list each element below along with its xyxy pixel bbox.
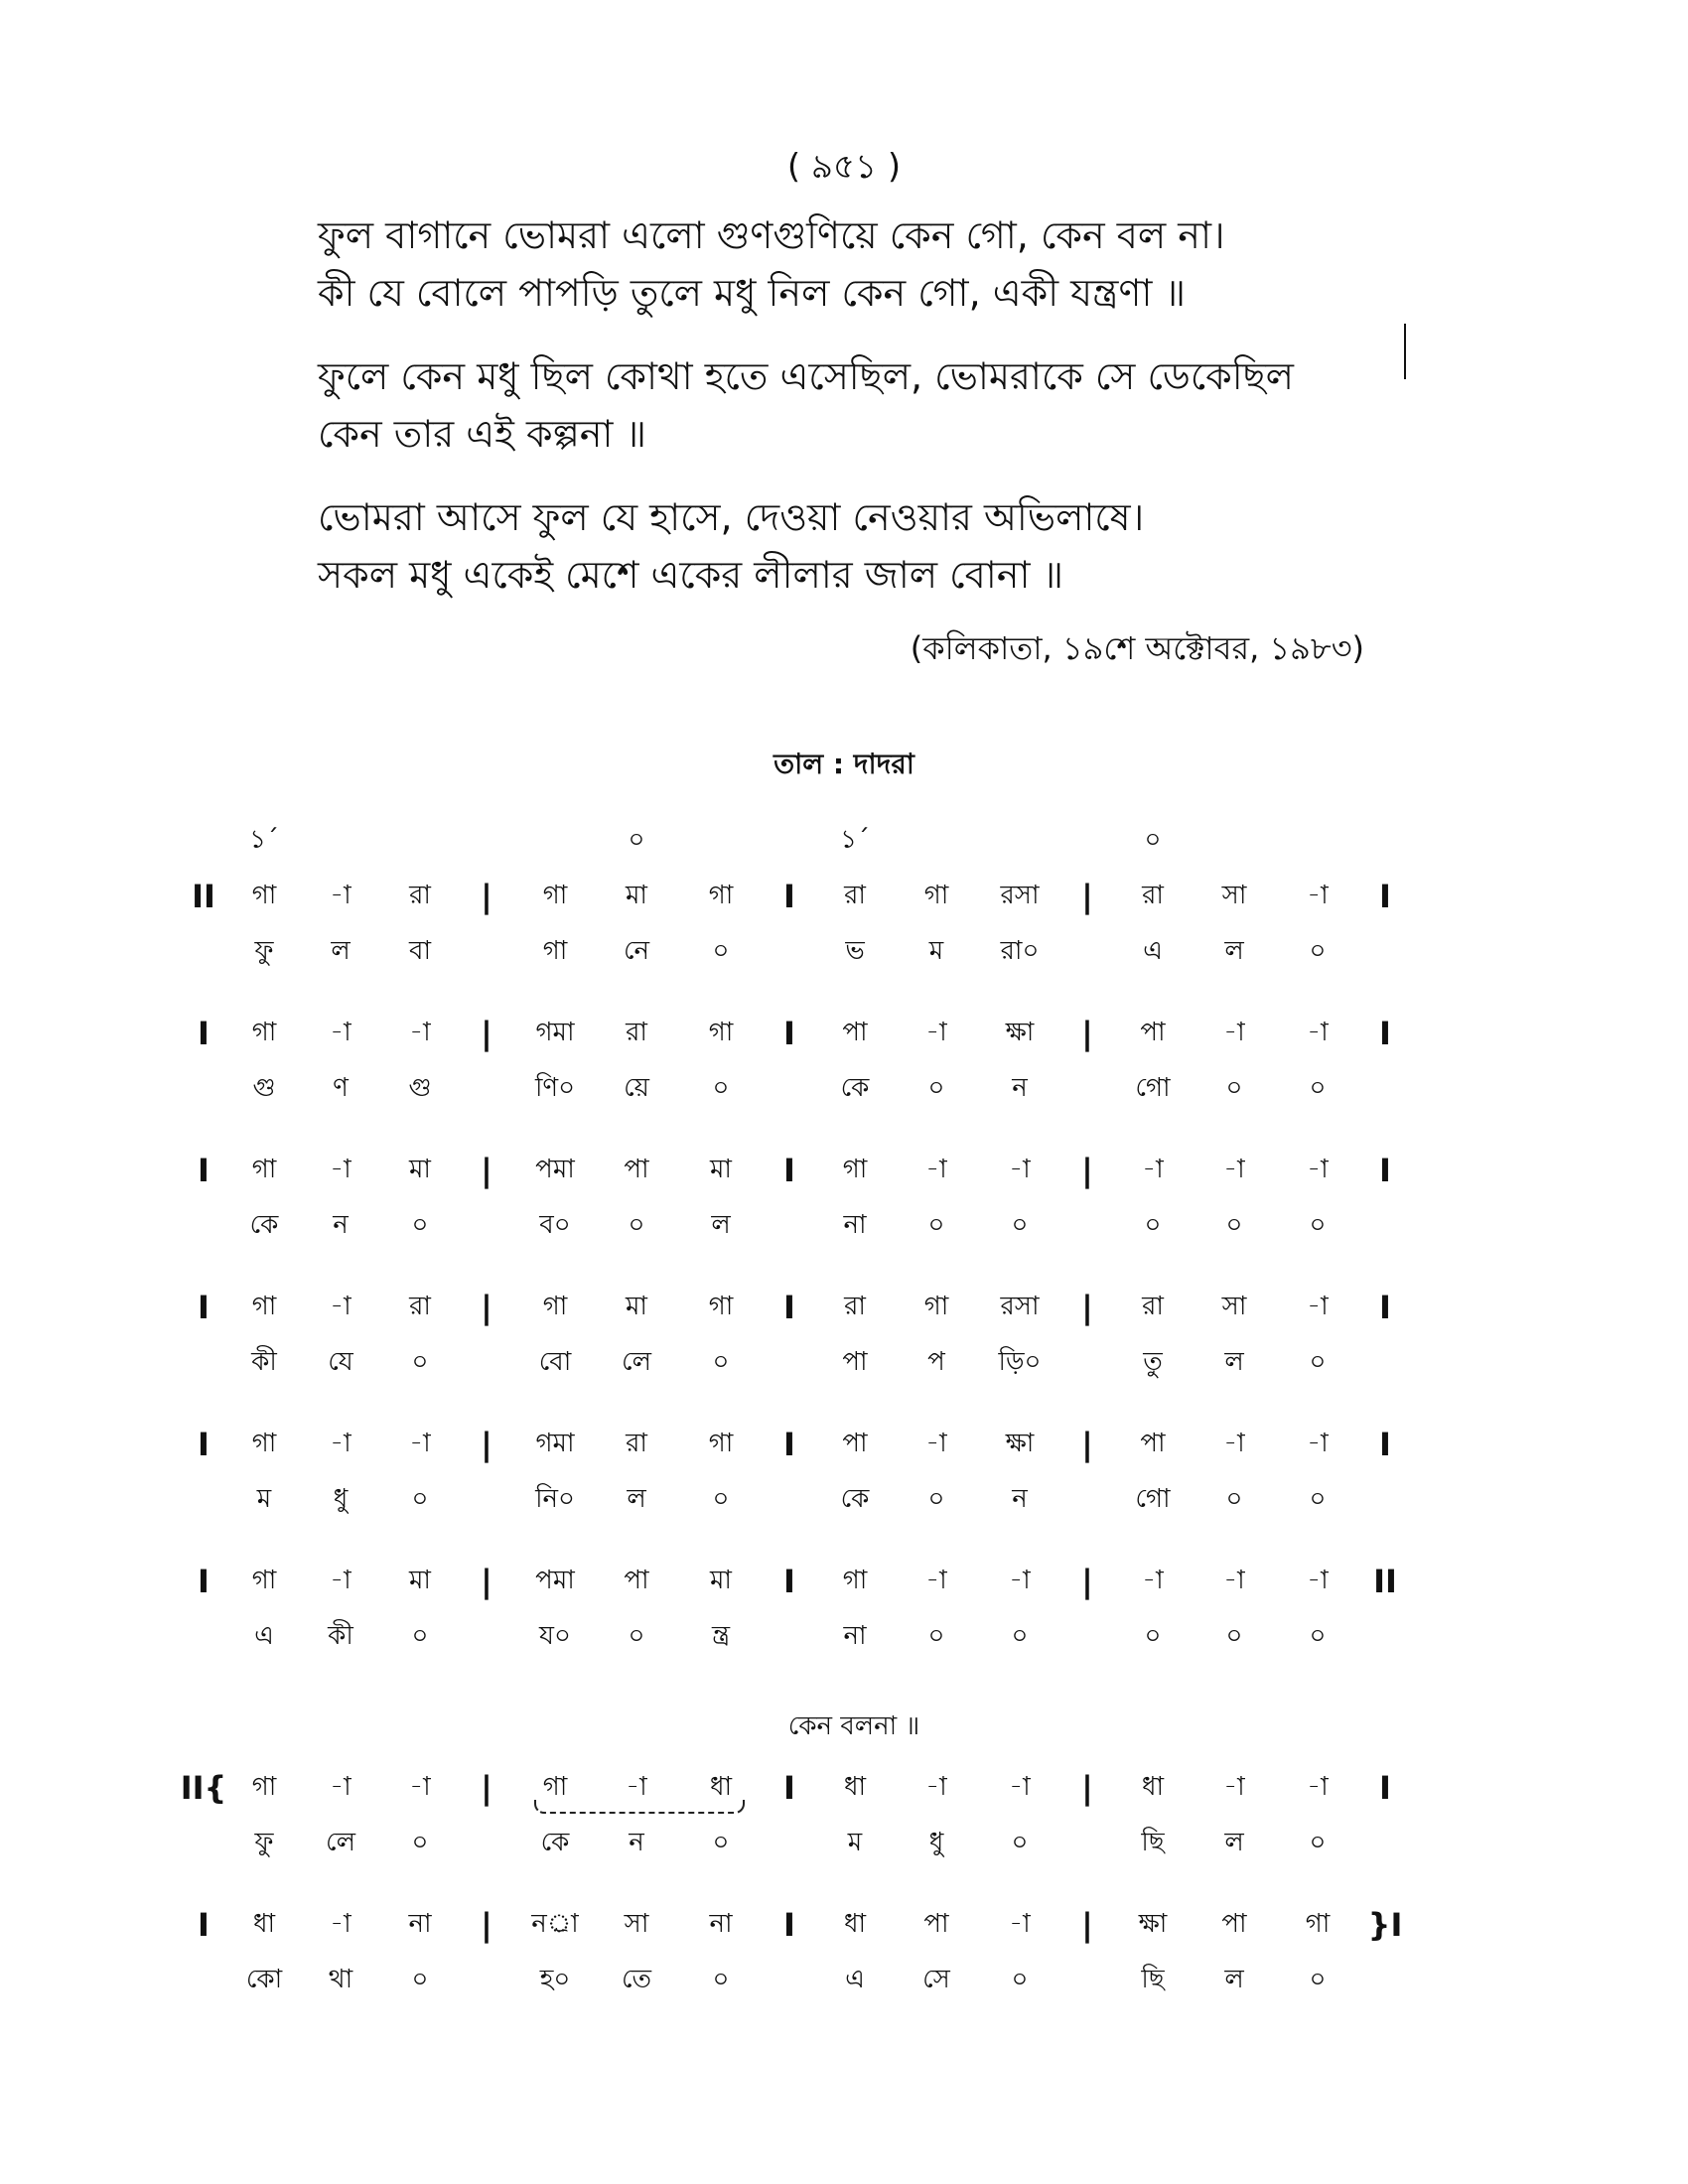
swara-note: -া: [925, 1566, 947, 1595]
bol-row: [179, 1060, 1529, 1118]
bol-syllable: ন: [629, 1828, 644, 1857]
lyric-line: সকল মধু একেই মেশে একের লীলার জাল বোনা ॥: [318, 553, 1064, 597]
swara-note: -া: [1009, 1566, 1031, 1595]
bol-syllable: বা: [408, 936, 431, 966]
bar-line: |: [1081, 878, 1093, 915]
bar-line: I: [1379, 1152, 1391, 1189]
notation-part-1: [179, 870, 1529, 1692]
swara-note: -া: [1223, 1566, 1245, 1595]
swara-note: -া: [409, 1429, 431, 1458]
bol-syllable: ০: [411, 1484, 429, 1514]
bol-syllable: বো: [538, 1347, 572, 1377]
page-number: ( ৯৫১ ): [786, 147, 902, 187]
swara-note: নর্া: [531, 1909, 579, 1939]
swara-note: গা: [251, 1566, 277, 1595]
swara-note: -া: [1142, 1566, 1164, 1595]
bol-syllable: ০: [628, 1621, 645, 1651]
bol-syllable: ০: [1309, 1621, 1327, 1651]
lyric-line: কী যে বোলে পাপড়ি তুলে মধু নিল কেন গো, একী যন্ত্রণা ॥: [318, 271, 1187, 315]
bol-syllable: ছি: [1141, 1965, 1165, 1994]
bol-syllable: ০: [712, 1965, 730, 1994]
swara-note: -া: [1223, 1772, 1245, 1802]
swara-note: -া: [1307, 1772, 1329, 1802]
bar-line: I: [783, 878, 795, 915]
phrase-gap: [179, 1255, 1529, 1281]
bol-syllable: ০: [712, 936, 730, 966]
bar-line: I: [198, 1152, 210, 1189]
swara-note: -া: [330, 1018, 352, 1047]
bol-syllable: কী: [328, 1621, 353, 1651]
notation-part-2: [179, 1761, 1529, 2035]
bol-syllable: ল: [1224, 1828, 1244, 1857]
bol-syllable: পা: [842, 1347, 868, 1377]
swara-note: -া: [1307, 1292, 1329, 1321]
swara-row: [179, 1761, 1529, 1815]
bol-syllable: তু: [1143, 1347, 1163, 1377]
swara-note: -া: [1223, 1155, 1245, 1184]
bol-syllable: ল: [627, 1484, 646, 1514]
refrain-note: কেন বলনা ॥: [787, 1711, 920, 1741]
bol-syllable: ম: [256, 1484, 272, 1514]
swara-note: রা: [844, 1292, 866, 1321]
bol-syllable: গো: [1135, 1484, 1171, 1514]
swara-note: গা: [251, 1429, 277, 1458]
swara-note: পমা: [535, 1155, 575, 1184]
swara-note: ধা: [1141, 1772, 1165, 1802]
swara-note: রা: [626, 1429, 647, 1458]
bar-line: II{: [180, 1769, 227, 1807]
bar-line: |: [481, 878, 492, 915]
phrase-gap: [179, 1392, 1529, 1418]
swara-note: -া: [1307, 1566, 1329, 1595]
bol-syllable: ন: [333, 1210, 349, 1240]
bol-syllable: ফু: [254, 1828, 274, 1857]
swara-note: -া: [1009, 1772, 1031, 1802]
bol-syllable: ০: [712, 1828, 730, 1857]
swara-note: -া: [409, 1018, 431, 1047]
bol-syllable: গা: [542, 936, 568, 966]
bol-syllable: সে: [922, 1965, 950, 1994]
notation-table: [179, 812, 1529, 2035]
bar-line: I: [198, 1015, 210, 1052]
swara-note: ধা: [843, 1772, 867, 1802]
bol-syllable: নি০: [535, 1484, 575, 1514]
swara-note: -া: [409, 1772, 431, 1802]
bol-syllable: ম: [928, 936, 944, 966]
bol-syllable: ল: [1224, 1965, 1244, 1994]
bar-line: |: [481, 1563, 492, 1600]
bar-line: |: [481, 1015, 492, 1052]
swara-note: সা: [1221, 1292, 1247, 1321]
bar-line: I: [198, 1563, 210, 1600]
bol-row: [179, 1197, 1529, 1255]
bol-syllable: ণি০: [534, 1073, 576, 1103]
bar-line: II: [1373, 1563, 1397, 1600]
swara-note: -া: [330, 881, 352, 910]
bar-line: |: [481, 1906, 492, 1944]
swara-note: ধা: [843, 1909, 867, 1939]
swara-note: গা: [708, 1018, 734, 1047]
swara-row: [179, 1418, 1529, 1471]
bar-line: |: [1081, 1426, 1093, 1463]
swara-note: পমা: [535, 1566, 575, 1595]
bol-syllable: ০: [1144, 1210, 1162, 1240]
swara-note: গা: [542, 1292, 568, 1321]
swara-note: গা: [842, 1155, 868, 1184]
bol-row: [179, 1471, 1529, 1529]
bol-syllable: নে: [623, 936, 650, 966]
bol-syllable: এ: [1143, 936, 1163, 966]
swara-note: -া: [925, 1772, 947, 1802]
bol-syllable: ০: [411, 1621, 429, 1651]
bol-syllable: লে: [622, 1347, 651, 1377]
swara-row: [179, 870, 1529, 923]
bar-line: I: [1379, 1769, 1391, 1807]
bol-syllable: ০: [411, 1210, 429, 1240]
swara-row: [179, 1898, 1529, 1952]
bol-syllable: এ: [254, 1621, 274, 1651]
bol-syllable: ০: [411, 1347, 429, 1377]
bol-syllable: ল: [331, 936, 351, 966]
bol-syllable: রা০: [1000, 936, 1040, 966]
bol-syllable: ০: [712, 1484, 730, 1514]
bol-syllable: গু: [408, 1073, 432, 1103]
phrase-gap: [179, 2009, 1529, 2035]
swara-note: মা: [710, 1155, 732, 1184]
swara-note: -া: [1307, 1155, 1329, 1184]
beat-marker: ১´: [249, 825, 279, 855]
swara-note: রসা: [1000, 1292, 1040, 1321]
swara-note: মা: [710, 1566, 732, 1595]
swara-note: পা: [923, 1909, 949, 1939]
swara-note: -া: [330, 1292, 352, 1321]
swara-note: -া: [1307, 1429, 1329, 1458]
bol-syllable: কে: [840, 1073, 870, 1103]
bol-syllable: ০: [1225, 1621, 1243, 1651]
bol-syllable: কে: [249, 1210, 279, 1240]
bol-row: [179, 1334, 1529, 1392]
beat-marker: ০: [628, 825, 645, 855]
bar-line: I: [783, 1015, 795, 1052]
bar-line: }I: [1367, 1906, 1403, 1944]
bol-syllable: গো: [1135, 1073, 1171, 1103]
bol-syllable: ০: [1309, 1828, 1327, 1857]
swara-note: গা: [251, 1155, 277, 1184]
source-note: (কলিকাতা, ১৯শে অক্টোবর, ১৯৮৩): [910, 629, 1364, 667]
swara-note: গা: [251, 1292, 277, 1321]
bar-line: |: [481, 1426, 492, 1463]
swara-note: গা: [708, 1292, 734, 1321]
swara-note: মা: [626, 1292, 647, 1321]
bar-line: I: [1379, 1289, 1391, 1326]
bol-syllable: ০: [927, 1621, 945, 1651]
bol-syllable: ছি: [1141, 1828, 1165, 1857]
swara-note: গা: [542, 881, 568, 910]
bol-syllable: না: [843, 1621, 867, 1651]
swara-note: গা: [708, 881, 734, 910]
swara-note: গা: [842, 1566, 868, 1595]
bar-line: II: [192, 878, 215, 915]
bar-line: |: [1081, 1769, 1093, 1807]
swara-note: -া: [330, 1155, 352, 1184]
beat-marker-row: [179, 812, 1529, 870]
swara-note: -া: [330, 1772, 352, 1802]
bar-line: |: [481, 1289, 492, 1326]
swara-note: না: [709, 1909, 733, 1939]
lyric-line: ফুল বাগানে ভোমরা এলো গুণগুণিয়ে কেন গো, কেন বল না।: [318, 213, 1225, 257]
swara-note: গা: [251, 1018, 277, 1047]
swara-note: -া: [626, 1772, 647, 1802]
bol-syllable: প: [927, 1347, 945, 1377]
swara-note: পা: [624, 1566, 649, 1595]
bol-syllable: য০: [539, 1621, 571, 1651]
swara-row: [179, 1555, 1529, 1608]
bol-syllable: ভ: [845, 936, 865, 966]
swara-note: গমা: [535, 1429, 575, 1458]
beat-marker: ০: [1144, 825, 1162, 855]
swara-note: ক্ষা: [1005, 1429, 1035, 1458]
bar-line: I: [1379, 878, 1391, 915]
bol-syllable: ড়ি০: [998, 1347, 1042, 1377]
swara-note: মা: [626, 881, 647, 910]
bol-syllable: থা: [328, 1965, 353, 1994]
swara-note: গা: [514, 1766, 596, 1810]
swara-note: পা: [1221, 1909, 1247, 1939]
bar-line: |: [1081, 1906, 1093, 1944]
bar-line: I: [783, 1289, 795, 1326]
swara-note: মা: [409, 1566, 431, 1595]
swara-note: -া: [925, 1018, 947, 1047]
swara-note: গমা: [535, 1018, 575, 1047]
bar-line: I: [198, 1426, 210, 1463]
swara-note: পা: [1140, 1018, 1166, 1047]
swara-note: পা: [624, 1155, 649, 1184]
swara-note: -া: [330, 1429, 352, 1458]
swara-note: সা: [1221, 881, 1247, 910]
bol-syllable: ধু: [928, 1828, 944, 1857]
bol-syllable: এ: [845, 1965, 865, 1994]
swara-note: রা: [626, 1018, 647, 1047]
bol-syllable: ০: [1309, 1347, 1327, 1377]
phrase-gap: [179, 1872, 1529, 1898]
bar-line: |: [481, 1152, 492, 1189]
lyric-line: ফুলে কেন মধু ছিল কোথা হতে এসেছিল, ভোমরাকে সে ডেকেছিল: [318, 354, 1294, 398]
bol-syllable: ০: [927, 1484, 945, 1514]
swara-note: রা: [1142, 1292, 1164, 1321]
bol-syllable: ০: [1011, 1210, 1029, 1240]
bol-syllable: ন: [1012, 1073, 1028, 1103]
phrase-gap: [179, 981, 1529, 1007]
bol-syllable: ০: [1225, 1210, 1243, 1240]
bar-line: I: [783, 1563, 795, 1600]
bol-syllable: ০: [1309, 1965, 1327, 1994]
bar-line: |: [1081, 1015, 1093, 1052]
swara-note: -া: [925, 1429, 947, 1458]
bol-syllable: ন: [1012, 1484, 1028, 1514]
bar-line: I: [783, 1769, 795, 1807]
bol-syllable: ০: [1309, 936, 1327, 966]
swara-note: সা: [624, 1909, 649, 1939]
margin-bar-mark: [1404, 324, 1406, 379]
bol-syllable: ০: [1011, 1965, 1029, 1994]
swara-note: রা: [1142, 881, 1164, 910]
bol-syllable: কে: [840, 1484, 870, 1514]
swara-note: ক্ষা: [1138, 1909, 1168, 1939]
swara-note: গা: [923, 1292, 949, 1321]
phrase-gap: [179, 1666, 1529, 1692]
lyric-line: ভোমরা আসে ফুল যে হাসে, দেওয়া নেওয়ার অভিলাষে।: [318, 495, 1145, 539]
bar-line: |: [1081, 1563, 1093, 1600]
bol-syllable: যে: [328, 1347, 353, 1377]
swara-note: রা: [409, 1292, 431, 1321]
swara-note: রা: [409, 881, 431, 910]
bol-syllable: ০: [1309, 1210, 1327, 1240]
swara-note: -া: [1223, 1429, 1245, 1458]
bol-syllable: ০: [1225, 1484, 1243, 1514]
bol-syllable: ০: [927, 1210, 945, 1240]
bol-syllable: ম: [847, 1828, 863, 1857]
bol-syllable: ০: [1011, 1621, 1029, 1651]
lyric-line: কেন তার এই কল্পনা ॥: [318, 412, 647, 456]
swara-note: পা: [1140, 1429, 1166, 1458]
swara-row: [179, 1007, 1529, 1060]
bol-syllable: গু: [252, 1073, 276, 1103]
swara-note: -া: [1009, 1155, 1031, 1184]
swara-note: -া: [925, 1155, 947, 1184]
bol-syllable: কী: [251, 1347, 277, 1377]
swara-note: -া: [1307, 881, 1329, 910]
swara-row: [179, 1281, 1529, 1334]
swara-note: ধা: [709, 1772, 733, 1802]
bar-line: I: [198, 1906, 210, 1944]
bol-syllable: ০: [927, 1073, 945, 1103]
bar-line: |: [1081, 1289, 1093, 1326]
bol-syllable: য়ে: [624, 1073, 649, 1103]
swara-note: -া: [330, 1566, 352, 1595]
bol-row: [179, 1608, 1529, 1666]
bol-syllable: ল: [1224, 936, 1244, 966]
swara-note: গা: [708, 1429, 734, 1458]
swara-note: পা: [842, 1018, 868, 1047]
swara-note: ধা: [252, 1909, 276, 1939]
bol-syllable: ০: [411, 1828, 429, 1857]
swara-note: -া: [1223, 1018, 1245, 1047]
lyrics: [318, 206, 1489, 629]
stanza-1: [318, 206, 1489, 322]
tala-label: তাল : দাদরা: [774, 748, 914, 780]
swara-note: -া: [1142, 1155, 1164, 1184]
phrase-gap: [179, 1118, 1529, 1144]
bar-line: |: [1081, 1152, 1093, 1189]
bol-syllable: কো: [245, 1965, 283, 1994]
swara-note: ক্ষা: [1005, 1018, 1035, 1047]
swara-note: -া: [330, 1909, 352, 1939]
swara-note: রা: [844, 881, 866, 910]
swara-note: পা: [842, 1429, 868, 1458]
bar-line: I: [783, 1152, 795, 1189]
swara-note: মা: [409, 1155, 431, 1184]
bar-line: I: [198, 1289, 210, 1326]
swara-note: গা: [923, 881, 949, 910]
bol-syllable: ০: [628, 1210, 645, 1240]
bar-line: I: [1379, 1426, 1391, 1463]
bol-syllable: ০: [1225, 1073, 1243, 1103]
swara-row: [179, 1144, 1529, 1197]
swara-note: রসা: [1000, 881, 1040, 910]
bol-syllable: ০: [1011, 1828, 1029, 1857]
swara-note: গা: [1305, 1909, 1331, 1939]
bol-syllable: ল: [1224, 1347, 1244, 1377]
bar-line: I: [1379, 1015, 1391, 1052]
bol-syllable: ০: [411, 1965, 429, 1994]
bol-row: [179, 1952, 1529, 2009]
stanza-2: [318, 347, 1489, 463]
bol-row: [179, 1815, 1529, 1872]
bol-syllable: ০: [712, 1073, 730, 1103]
bar-line: I: [783, 1426, 795, 1463]
bar-line: |: [481, 1769, 492, 1807]
swara-note: না: [408, 1909, 432, 1939]
bar-line: I: [783, 1906, 795, 1944]
bol-row: [179, 923, 1529, 981]
bol-syllable: ০: [1309, 1073, 1327, 1103]
swara-note: -া: [1307, 1018, 1329, 1047]
phrase-gap: [179, 1529, 1529, 1555]
bol-syllable: ব০: [539, 1210, 571, 1240]
swara-note: গা: [251, 1772, 277, 1802]
bol-syllable: লে: [326, 1828, 355, 1857]
bol-syllable: কে: [540, 1828, 570, 1857]
swara-note: -া: [1009, 1909, 1031, 1939]
bol-syllable: ফু: [254, 936, 274, 966]
swara-note: গা: [251, 881, 277, 910]
bol-syllable: তে: [621, 1965, 652, 1994]
bol-syllable: ০: [712, 1347, 730, 1377]
beat-marker: ১´: [840, 825, 870, 855]
bol-syllable: না: [843, 1210, 867, 1240]
bol-syllable: ধু: [333, 1484, 349, 1514]
bol-syllable: হ০: [539, 1965, 571, 1994]
bol-syllable: ল: [711, 1210, 731, 1240]
bol-syllable: ০: [1144, 1621, 1162, 1651]
bol-syllable: ণ: [333, 1073, 349, 1103]
stanza-3: [318, 488, 1489, 604]
bol-syllable: ০: [1309, 1484, 1327, 1514]
bol-syllable: ন্ত্র: [711, 1621, 731, 1651]
